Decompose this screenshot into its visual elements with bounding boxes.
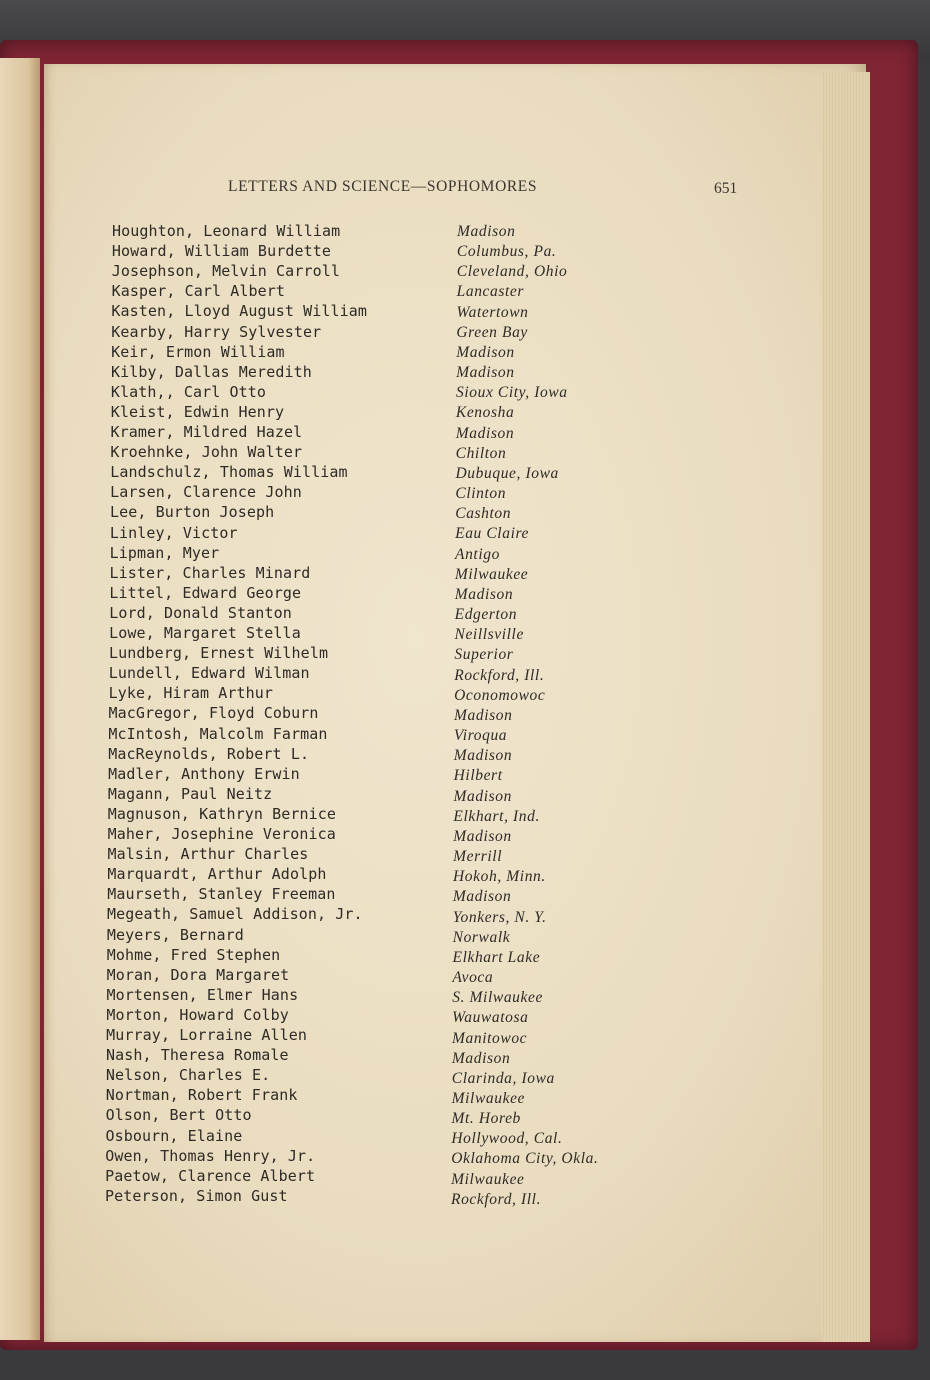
entry-place: Superior	[454, 646, 514, 664]
page-number: 651	[714, 180, 738, 197]
entry-name: Malsin, Arthur Charles	[107, 845, 309, 864]
entry-place: Eau Claire	[455, 525, 530, 543]
entry-name: Lister, Charles Minard	[109, 563, 311, 582]
entry-place: Yonkers, N. Y.	[452, 908, 547, 926]
entry-place: Madison	[452, 888, 512, 906]
entry-place: Milwaukee	[451, 1170, 525, 1188]
entry-name: Lee, Burton Joseph	[109, 503, 275, 522]
entry-name: Kroehnke, John Walter	[110, 443, 303, 462]
entry-name: Peterson, Simon Gust	[105, 1186, 288, 1205]
entry-name: Magann, Paul Neitz	[107, 784, 273, 803]
entry-name: MacGregor, Floyd Coburn	[108, 704, 319, 723]
entry-name: Josephson, Melvin Carroll	[111, 262, 340, 281]
entry-name: Owen, Thomas Henry, Jr.	[105, 1146, 316, 1165]
entry-place: Cashton	[455, 505, 512, 523]
entry-name: Lundell, Edward Wilman	[108, 664, 310, 683]
entry-name: Magnuson, Kathryn Bernice	[107, 804, 337, 823]
entry-name: Klath,, Carl Otto	[110, 382, 267, 401]
entry-name: Lord, Donald Stanton	[109, 603, 292, 622]
entry-place: Watertown	[456, 303, 529, 321]
entry-place: Clarinda, Iowa	[451, 1069, 555, 1087]
entry-name: Lundberg, Ernest Wilhelm	[108, 644, 329, 663]
entry-place: Mt. Horeb	[451, 1110, 521, 1128]
entry-place: Manitowoc	[452, 1029, 528, 1047]
entry-name: Kilby, Dallas Meredith	[110, 362, 312, 381]
entry-place: Hollywood, Cal.	[451, 1130, 563, 1148]
entry-place: Clinton	[455, 485, 507, 503]
entry-place: Madison	[455, 424, 515, 442]
entry-place: Dubuque, Iowa	[455, 464, 559, 482]
entry-place: Oklahoma City, Okla.	[451, 1150, 599, 1168]
entry-name: McIntosh, Malcolm Farman	[108, 724, 328, 743]
entry-name: Maher, Josephine Veronica	[107, 825, 336, 843]
entry-place: Elkhart, Ind.	[453, 807, 540, 825]
entry-place: Avoca	[452, 969, 494, 986]
entry-name: Kasper, Carl Albert	[111, 282, 286, 301]
entry-name: Moran, Dora Margaret	[106, 965, 290, 984]
entry-place: Oconomowoc	[454, 686, 546, 704]
entry-place: Madison	[451, 1049, 511, 1067]
entry-name: Paetow, Clarence Albert	[105, 1166, 316, 1185]
entry-place: Neillsville	[454, 626, 524, 644]
entry-name: Keir, Ermon William	[111, 342, 285, 361]
entry-place: Madison	[454, 706, 513, 724]
entry-place: Madison	[456, 364, 515, 382]
entry-name: Littel, Edward George	[109, 583, 302, 602]
entry-name: Larsen, Clarence John	[110, 483, 302, 502]
entry-name: Maurseth, Stanley Freeman	[107, 885, 336, 904]
entry-name: Kleist, Edwin Henry	[110, 402, 285, 421]
entry-name: Megeath, Samuel Addison, Jr.	[107, 905, 363, 924]
entry-name: Madler, Anthony Erwin	[108, 764, 300, 783]
entry-place: Kenosha	[455, 404, 515, 422]
entry-place: Merrill	[453, 848, 503, 866]
entry-name: Kearby, Harry Sylvester	[111, 322, 322, 341]
entry-name: Houghton, Leonard William	[112, 222, 341, 240]
entry-place: Antigo	[455, 545, 500, 563]
entry-name: Kramer, Mildred Hazel	[110, 423, 303, 441]
entry-place: Madison	[456, 343, 515, 361]
entry-place: Rockford, Ill.	[454, 666, 545, 684]
entry-name: Howard, William Burdette	[111, 242, 331, 261]
entry-place: Wauwatosa	[452, 1009, 529, 1027]
entry-name: Lipman, Myer	[109, 543, 220, 562]
entry-name: MacReynolds, Robert L.	[108, 744, 310, 763]
entry-name: Nash, Theresa Romale	[106, 1046, 289, 1065]
entry-name: Lowe, Margaret Stella	[109, 624, 301, 642]
entry-place: Green Bay	[456, 323, 528, 341]
entry-name: Marquardt, Arthur Adolph	[107, 865, 327, 884]
entry-place: Norwalk	[452, 928, 511, 946]
entry-place: Madison	[453, 827, 512, 845]
entry-place: Milwaukee	[454, 565, 529, 583]
entry-place: Columbus, Pa.	[456, 243, 557, 261]
entry-place: Madison	[453, 787, 512, 805]
entry-place: Viroqua	[453, 727, 508, 745]
entry-name: Meyers, Bernard	[106, 925, 244, 944]
entry-name: Lyke, Hiram Arthur	[108, 684, 273, 703]
entry-place: Lancaster	[456, 283, 525, 301]
entry-place: Madison	[457, 223, 516, 240]
entry-name: Olson, Bert Otto	[105, 1106, 252, 1125]
entry-name: Murray, Lorraine Allen	[106, 1026, 308, 1044]
entry-place: Madison	[454, 585, 514, 603]
entry-place: Sioux City, Iowa	[456, 384, 568, 402]
entry-place: Rockford, Ill.	[451, 1190, 542, 1208]
entry-name: Kasten, Lloyd August William	[111, 302, 368, 321]
entry-name: Nortman, Robert Frank	[105, 1086, 298, 1105]
entry-name: Osbourn, Elaine	[105, 1126, 243, 1145]
entry-place: Hilbert	[453, 767, 503, 785]
entry-name: Mortensen, Elmer Hans	[106, 985, 299, 1004]
entry-place: S. Milwaukee	[452, 989, 543, 1007]
entry-name: Morton, Howard Colby	[106, 1005, 289, 1024]
entry-place: Madison	[453, 747, 513, 765]
entry-place: Milwaukee	[451, 1089, 526, 1107]
running-head: LETTERS AND SCIENCE—SOPHOMORES	[228, 178, 538, 195]
entry-place: Edgerton	[454, 606, 518, 624]
entry-name: Mohme, Fred Stephen	[106, 945, 281, 964]
entry-place: Hokoh, Minn.	[453, 868, 546, 886]
entry-place: Chilton	[455, 444, 507, 462]
entry-place: Elkhart Lake	[452, 948, 541, 966]
entry-place: Cleveland, Ohio	[456, 263, 568, 281]
entry-name: Linley, Victor	[109, 523, 238, 542]
entry-name: Nelson, Charles E.	[105, 1066, 271, 1085]
entry-name: Landschulz, Thomas William	[110, 463, 348, 482]
